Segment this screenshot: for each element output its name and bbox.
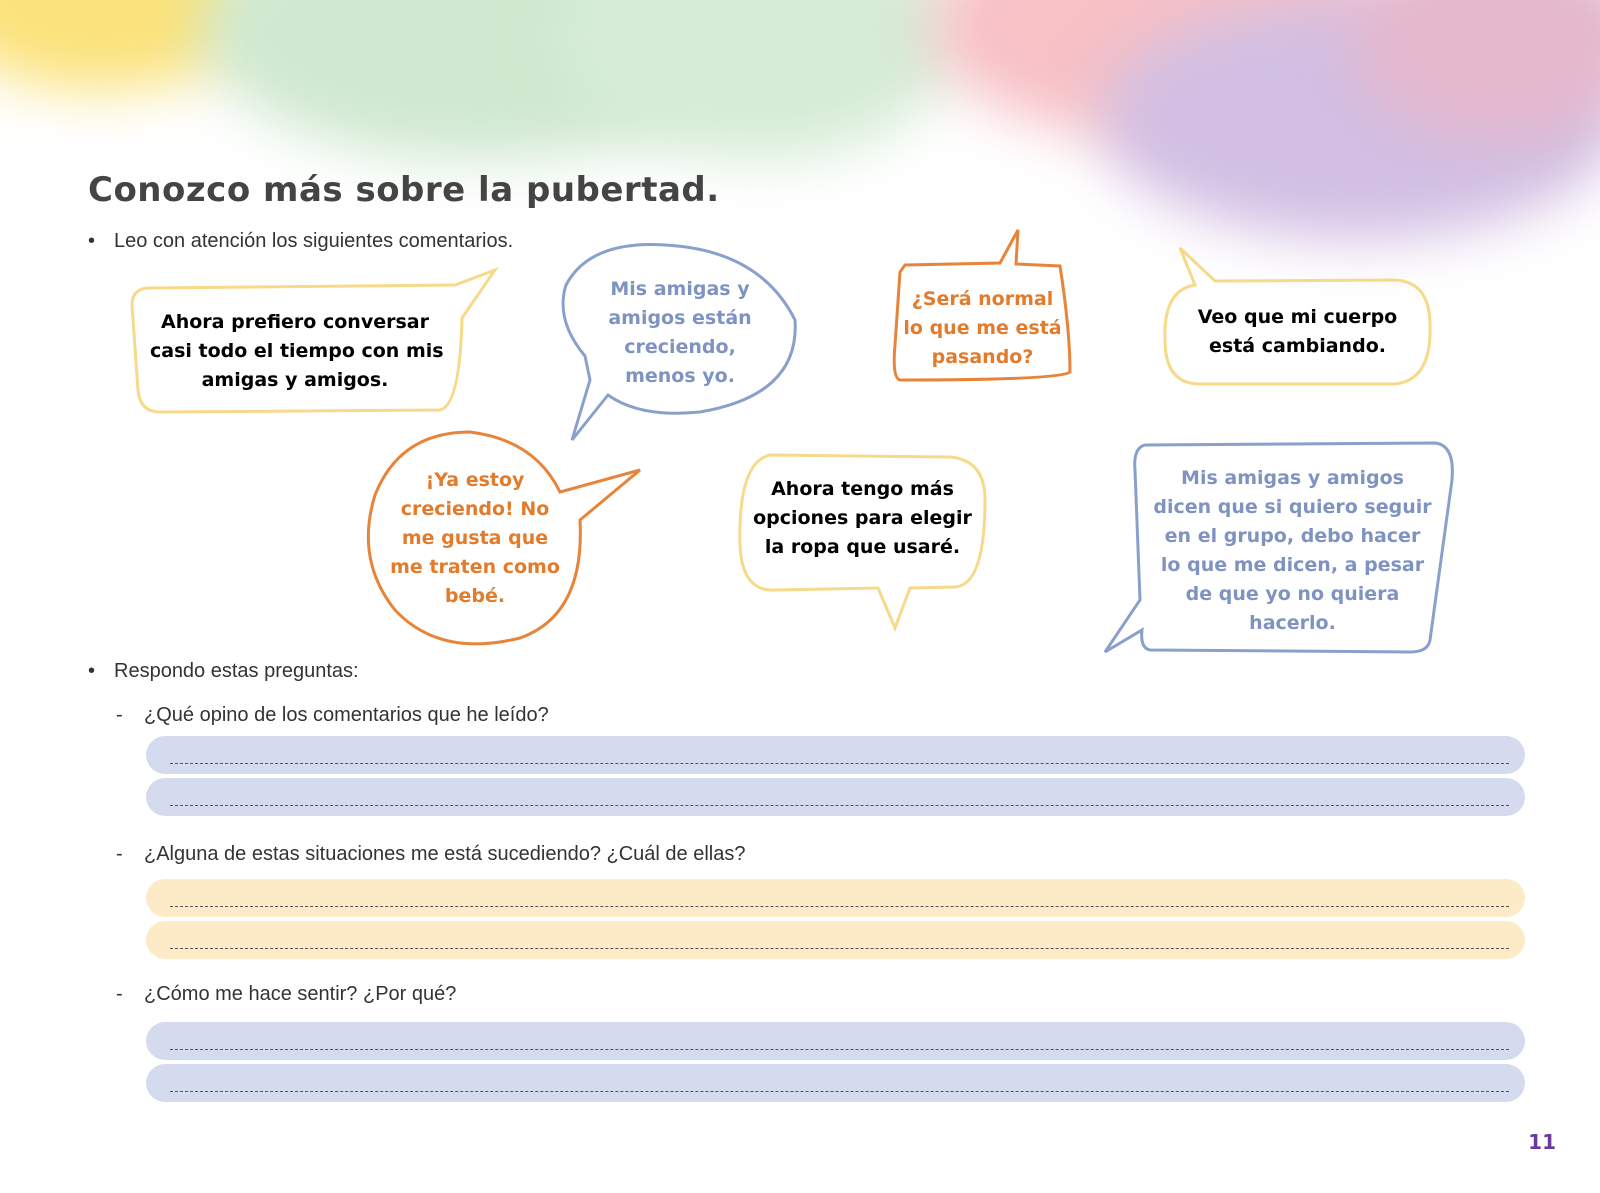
comment-5-line-5: bebé. xyxy=(444,585,506,607)
comment-2-line-4: menos yo. xyxy=(625,365,735,387)
comment-7-line-6: hacerlo. xyxy=(1249,612,1336,634)
comment-2 xyxy=(575,275,785,391)
comment-6-line-1: Ahora tengo más xyxy=(771,478,954,500)
page-title: Conozco más sobre la pubertad. xyxy=(88,170,720,210)
comment-6 xyxy=(745,475,980,562)
comment-1 xyxy=(150,308,444,395)
comment-4 xyxy=(1170,303,1425,361)
question-2-text: ¿Alguna de estas situaciones me está sucediendo? ¿Cuál de ellas? xyxy=(144,843,746,865)
instruction-read-text: Leo con atención los siguientes comentarios. xyxy=(114,230,514,252)
instruction-answer-text: Respondo estas preguntas: xyxy=(114,660,359,682)
comment-1-line-1: Ahora prefiero conversar xyxy=(161,311,429,333)
comment-2-line-1: Mis amigas y xyxy=(610,278,750,300)
answer-line-3b[interactable] xyxy=(146,1064,1525,1102)
instruction-answer xyxy=(88,660,359,683)
comment-1-line-3: amigas y amigos. xyxy=(201,369,389,391)
answer-line-3a[interactable] xyxy=(146,1022,1525,1060)
comment-5 xyxy=(370,466,580,611)
comment-5-line-2: creciendo! No xyxy=(400,498,550,520)
question-3 xyxy=(116,983,456,1006)
comment-7-line-5: de que yo no quiera xyxy=(1185,583,1400,605)
question-1-text: ¿Qué opino de los comentarios que he leído? xyxy=(144,704,549,726)
comment-3 xyxy=(895,285,1070,372)
comment-7-line-3: en el grupo, debo hacer xyxy=(1164,525,1421,547)
comment-3-line-3: pasando? xyxy=(931,346,1034,368)
answer-line-1b[interactable] xyxy=(146,778,1525,816)
comment-3-line-2: lo que me está xyxy=(903,317,1062,339)
dash-marker: - xyxy=(116,704,123,726)
comment-4-line-2: está cambiando. xyxy=(1209,335,1386,357)
comment-7-line-4: lo que me dicen, a pesar xyxy=(1160,554,1425,576)
answer-line-2a[interactable] xyxy=(146,879,1525,917)
comment-7-line-1: Mis amigas y amigos xyxy=(1181,467,1404,489)
comment-5-line-1: ¡Ya estoy xyxy=(425,469,525,491)
bullet-icon: • xyxy=(88,230,96,252)
comment-6-line-2: opciones para elegir xyxy=(753,507,972,529)
comment-2-line-3: creciendo, xyxy=(624,336,736,358)
page-number: 11 xyxy=(1528,1130,1556,1154)
dash-marker: - xyxy=(116,843,123,865)
comment-2-line-2: amigos están xyxy=(608,307,752,329)
question-2 xyxy=(116,843,745,866)
answer-line-2b[interactable] xyxy=(146,921,1525,959)
answer-line-1a[interactable] xyxy=(146,736,1525,774)
bullet-icon: • xyxy=(88,660,96,682)
comment-4-line-1: Veo que mi cuerpo xyxy=(1197,306,1398,328)
comment-7 xyxy=(1150,464,1435,638)
dash-marker: - xyxy=(116,983,123,1005)
comment-5-line-3: me gusta que xyxy=(401,527,549,549)
comment-1-line-2: casi todo el tiempo con mis xyxy=(150,340,444,362)
question-1 xyxy=(116,704,549,727)
comment-6-line-3: la ropa que usaré. xyxy=(764,536,961,558)
comment-7-line-2: dicen que si quiero seguir xyxy=(1153,496,1432,518)
comment-5-line-4: me traten como xyxy=(390,556,560,578)
question-3-text: ¿Cómo me hace sentir? ¿Por qué? xyxy=(144,983,457,1005)
comment-3-line-1: ¿Será normal xyxy=(911,288,1054,310)
